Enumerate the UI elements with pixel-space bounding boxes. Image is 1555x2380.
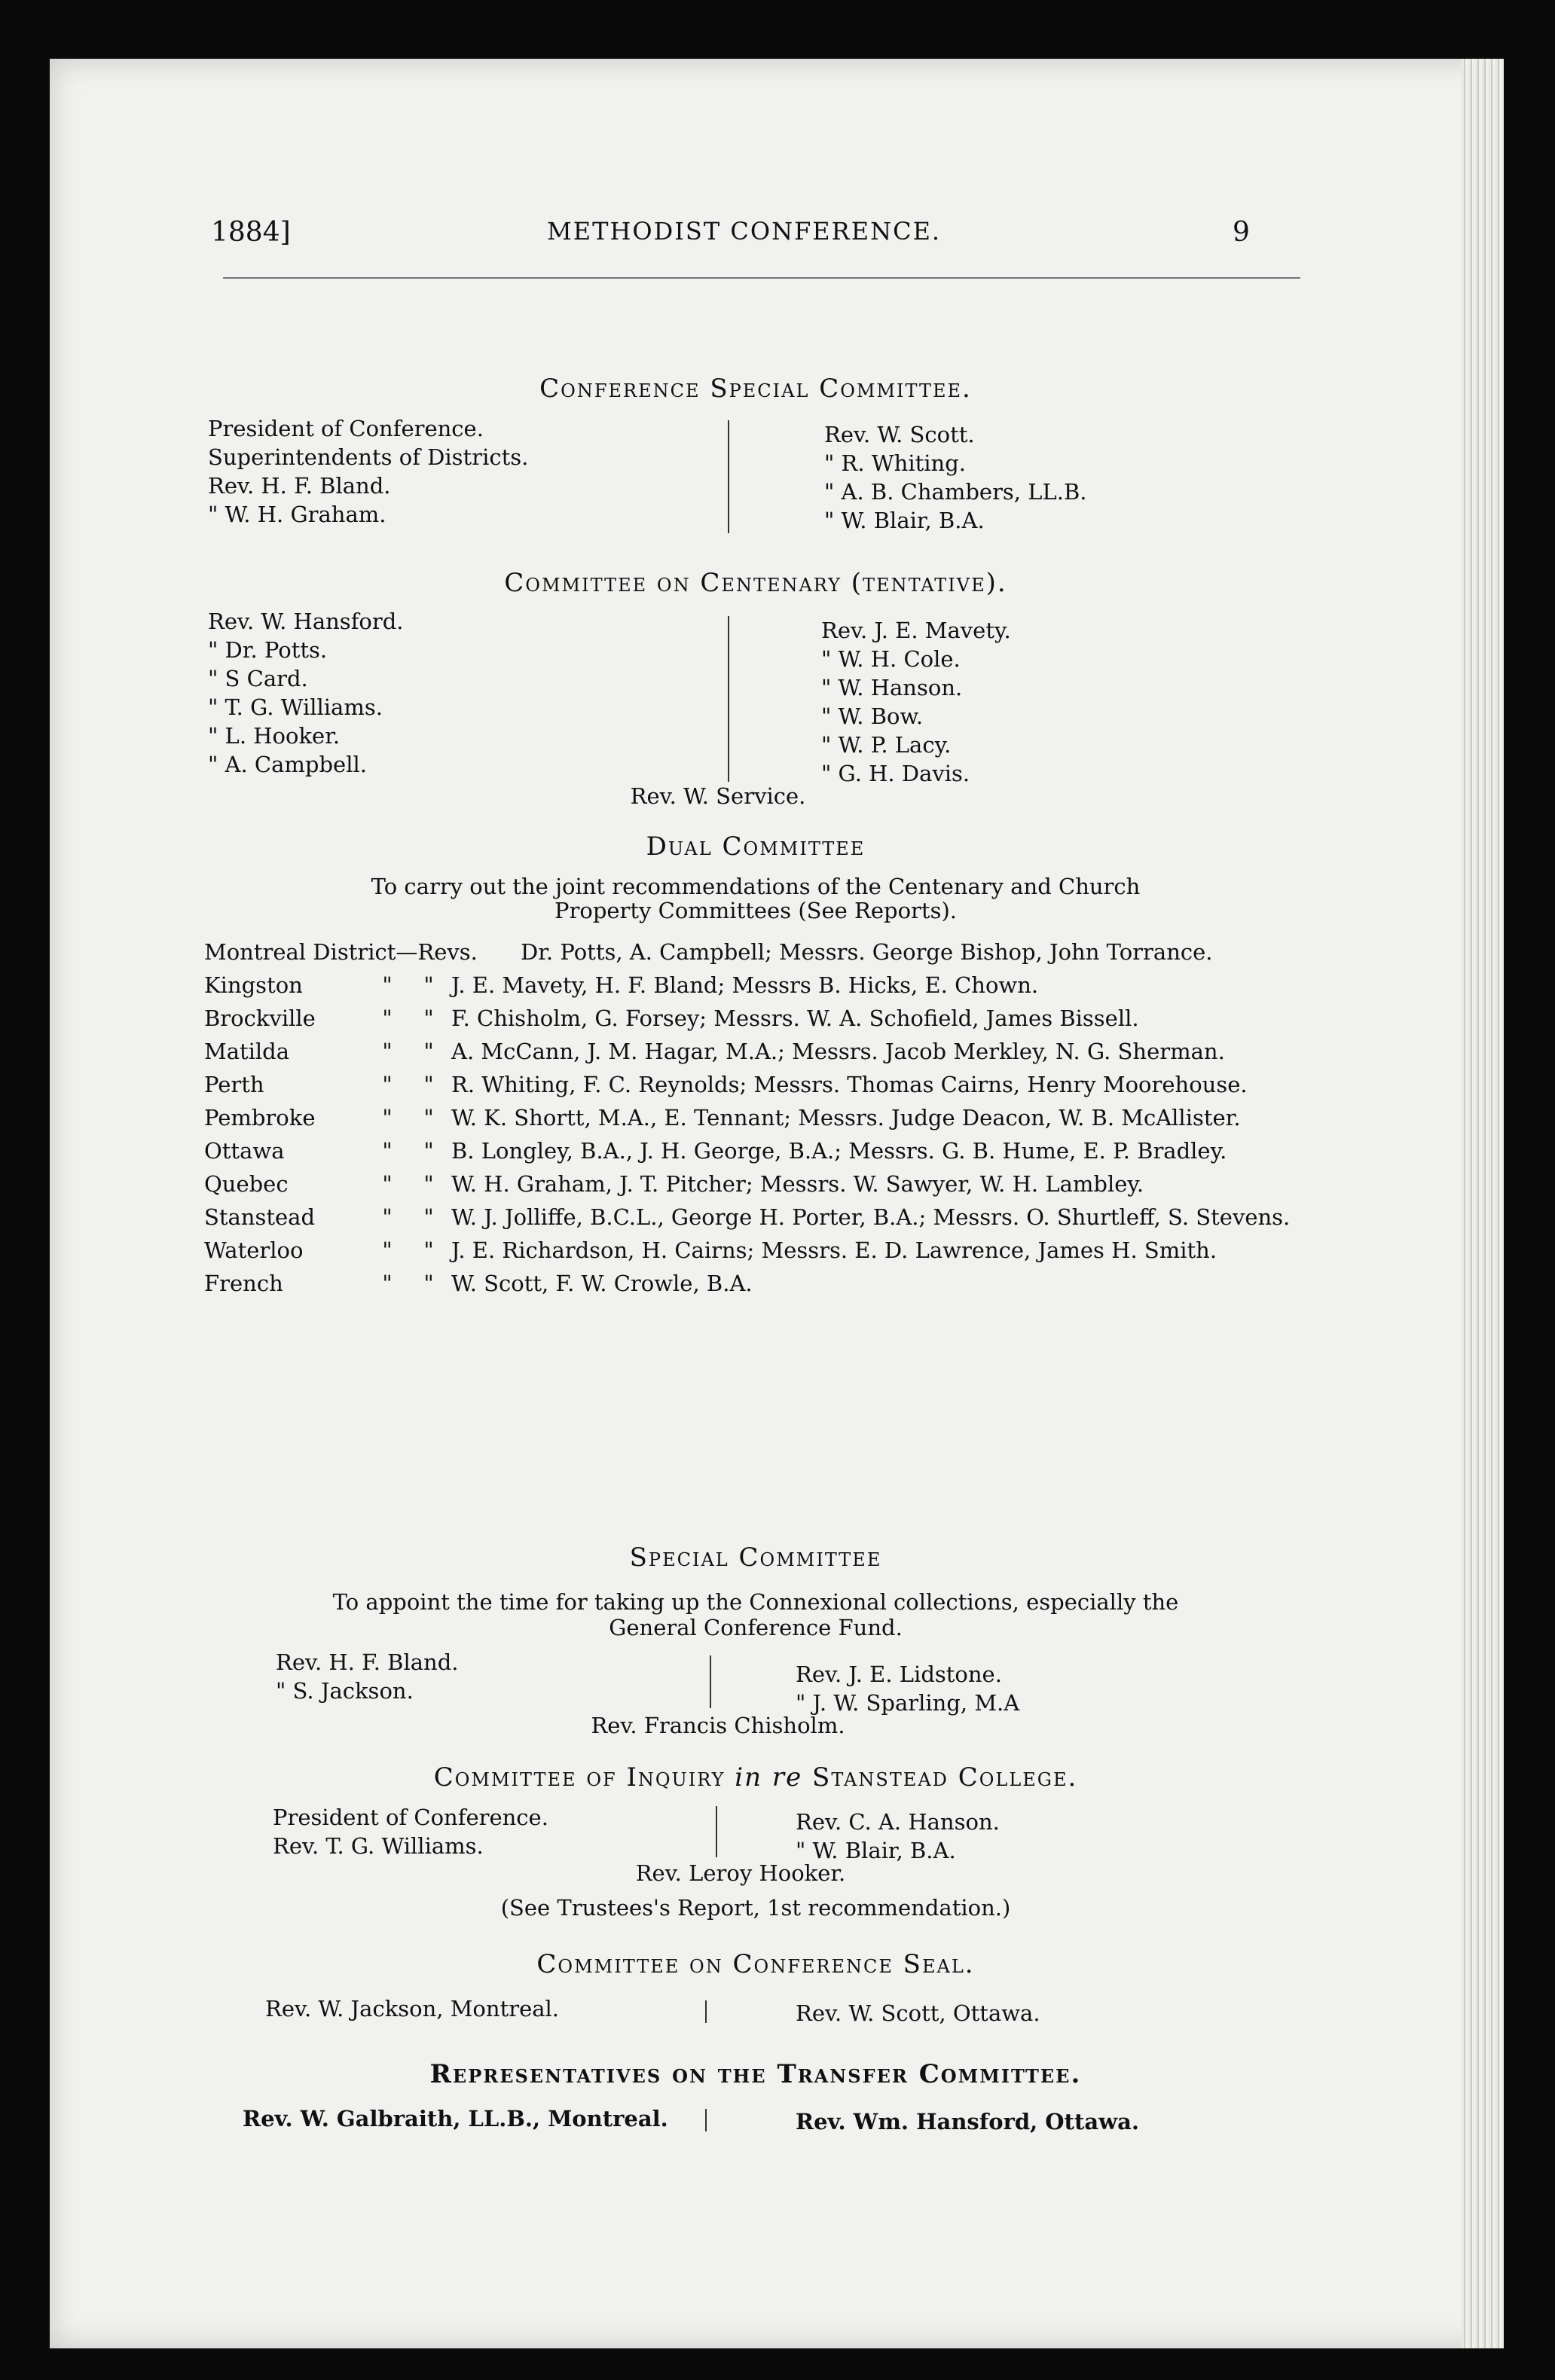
district-name: Matilda — [204, 1039, 290, 1064]
member: " A. Campbell. — [208, 752, 367, 777]
district-row — [204, 1172, 1304, 1196]
member: " A. B. Chambers, LL.B. — [824, 479, 1087, 505]
column-divider — [728, 420, 729, 533]
inquiry-note: (See Trustees's Report, 1st recommendation.) — [500, 1895, 1011, 1921]
column-divider — [716, 1806, 717, 1857]
ditto-mark: " — [382, 1237, 393, 1263]
member: " W. Hanson. — [821, 675, 963, 700]
section-title-conference-special: Conference Special Committee. — [539, 374, 972, 404]
ditto-mark: " — [423, 1138, 434, 1164]
district-members: Dr. Potts, A. Campbell; Messrs. George Bishop, John Torrance. — [521, 939, 1213, 965]
district-row — [204, 973, 1304, 997]
section-title-transfer: Representatives on the Transfer Committee. — [429, 2059, 1082, 2089]
ditto-mark: " — [423, 1005, 434, 1031]
member: " L. Hooker. — [208, 723, 341, 749]
member: " W. H. Graham. — [208, 502, 386, 527]
column-divider — [728, 616, 729, 782]
district-members: B. Longley, B.A., J. H. George, B.A.; Messrs. G. B. Hume, E. P. Bradley. — [451, 1138, 1227, 1164]
ditto-mark: " — [382, 1138, 393, 1164]
member: Rev. H. F. Bland. — [276, 1649, 459, 1675]
transfer-right: Rev. Wm. Hansford, Ottawa. — [796, 2109, 1139, 2134]
header-rule — [223, 277, 1300, 279]
section-title-dual: Dual Committee — [646, 831, 866, 862]
district-row — [204, 1271, 1304, 1295]
member: Rev. H. F. Bland. — [208, 473, 391, 499]
inquiry-right-column — [796, 1808, 1000, 1865]
member: " W. P. Lacy. — [821, 732, 952, 758]
member: " G. H. Davis. — [821, 761, 970, 786]
special-subtitle-2: General Conference Fund. — [609, 1615, 903, 1640]
section-title-special: Special Committee — [629, 1542, 882, 1573]
member: Rev. J. E. Lidstone. — [796, 1661, 1002, 1687]
ditto-mark: " — [423, 1271, 434, 1296]
district-name: Brockville — [204, 1005, 316, 1031]
district-name: Perth — [204, 1072, 264, 1097]
ditto-mark: " — [423, 1105, 434, 1130]
ditto-mark: " — [382, 1005, 393, 1031]
column-divider — [710, 1655, 711, 1708]
district-members: F. Chisholm, G. Forsey; Messrs. W. A. Schofield, James Bissell. — [451, 1005, 1139, 1031]
member: " J. W. Sparling, M.A — [796, 1690, 1020, 1716]
member: Rev. W. Scott. — [824, 422, 975, 447]
member: Rev. J. E. Mavety. — [821, 618, 1011, 643]
special-subtitle-1: To appoint the time for taking up the Connexional collections, especially the — [332, 1589, 1179, 1615]
special-committee-right — [796, 1660, 1019, 1717]
district-name: Ottawa — [204, 1138, 285, 1164]
ditto-mark: " — [382, 1271, 393, 1296]
page-content — [50, 59, 1462, 2348]
page-number: 9 — [1233, 217, 1250, 248]
inquiry-left-column — [273, 1803, 548, 1860]
ditto-mark: " — [382, 1105, 393, 1130]
district-row — [204, 1039, 1304, 1063]
district-members: W. H. Graham, J. T. Pitcher; Messrs. W. Sawyer, W. H. Lambley. — [451, 1171, 1144, 1197]
district-row — [204, 940, 1304, 964]
member: " W. Bow. — [821, 703, 924, 729]
ditto-mark: " — [382, 1204, 393, 1230]
member: President of Conference. — [273, 1805, 548, 1830]
member: President of Conference. — [208, 416, 484, 441]
section-title-inquiry — [50, 1762, 1462, 1793]
seal-left: Rev. W. Jackson, Montreal. — [265, 1996, 560, 2021]
district-row — [204, 1238, 1304, 1262]
ditto-mark: " — [423, 1204, 434, 1230]
running-title: METHODIST CONFERENCE. — [547, 217, 942, 246]
district-members: J. E. Mavety, H. F. Bland; Messrs B. Hicks, E. Chown. — [451, 972, 1039, 998]
transfer-left: Rev. W. Galbraith, LL.B., Montreal. — [243, 2106, 668, 2131]
dual-subtitle-1: To carry out the joint recommendations of the Centenary and Church — [371, 874, 1141, 899]
inquiry-footer: Rev. Leroy Hooker. — [635, 1860, 846, 1886]
district-row — [204, 1106, 1304, 1130]
ditto-mark: " — [382, 1072, 393, 1097]
section-title-seal: Committee on Conference Seal. — [536, 1949, 975, 1979]
member: " Dr. Potts. — [208, 637, 328, 663]
member: " T. G. Williams. — [208, 694, 383, 720]
dual-subtitle-2: Property Committees (See Reports). — [554, 898, 957, 923]
ditto-mark: " — [423, 972, 434, 998]
centenary-footer: Rev. W. Service. — [630, 783, 806, 809]
member: " R. Whiting. — [824, 450, 966, 476]
special-committee-left — [276, 1648, 458, 1705]
special-left-column — [208, 414, 528, 529]
district-name: Pembroke — [204, 1105, 316, 1130]
district-members: W. J. Jolliffe, B.C.L., George H. Porter, B.A.; Messrs. O. Shurtleff, S. Stevens. — [451, 1204, 1291, 1230]
district-row — [204, 1006, 1304, 1030]
ditto-mark: " — [382, 1171, 393, 1197]
member: Rev. T. G. Williams. — [273, 1833, 484, 1859]
centenary-left-column — [208, 607, 404, 779]
ditto-mark: " — [382, 1039, 393, 1064]
ditto-mark: " — [423, 1171, 434, 1197]
member: Rev. C. A. Hanson. — [796, 1809, 1000, 1835]
member: " S. Jackson. — [276, 1678, 414, 1704]
district-row — [204, 1073, 1304, 1097]
member: " W. Blair, B.A. — [824, 508, 985, 533]
column-divider — [705, 2000, 707, 2023]
book-page — [50, 59, 1504, 2348]
special-right-column — [824, 420, 1087, 535]
special-committee-footer: Rev. Francis Chisholm. — [591, 1713, 845, 1738]
member: " S Card. — [208, 666, 308, 691]
ditto-mark: " — [423, 1072, 434, 1097]
inquiry-title-suffix: Stanstead College. — [812, 1762, 1078, 1793]
inquiry-title-prefix: Committee of Inquiry — [433, 1762, 726, 1793]
district-name: Kingston — [204, 972, 303, 998]
district-name: Stanstead — [204, 1204, 316, 1230]
dual-committee-list — [204, 940, 1304, 1304]
district-label: Montreal District—Revs. — [204, 939, 478, 965]
member: " W. Blair, B.A. — [796, 1838, 956, 1863]
district-members: R. Whiting, F. C. Reynolds; Messrs. Thomas Cairns, Henry Moorehouse. — [451, 1072, 1248, 1097]
district-members: J. E. Richardson, H. Cairns; Messrs. E. D. Lawrence, James H. Smith. — [451, 1237, 1217, 1263]
centenary-right-column — [821, 616, 1011, 788]
inquiry-title-italic: in re — [735, 1762, 803, 1793]
member: " W. H. Cole. — [821, 646, 961, 672]
district-row — [204, 1205, 1304, 1229]
district-members: W. K. Shortt, M.A., E. Tennant; Messrs. Judge Deacon, W. B. McAllister. — [451, 1105, 1241, 1130]
header-year: 1884] — [211, 217, 291, 248]
member: Superintendents of Districts. — [208, 444, 529, 470]
district-name: French — [204, 1271, 283, 1296]
column-divider — [705, 2109, 707, 2131]
district-name: Waterloo — [204, 1237, 304, 1263]
district-name: Quebec — [204, 1171, 289, 1197]
seal-right: Rev. W. Scott, Ottawa. — [796, 2000, 1040, 2026]
ditto-mark: " — [423, 1237, 434, 1263]
page-edge — [1462, 59, 1504, 2348]
district-members: A. McCann, J. M. Hagar, M.A.; Messrs. Jacob Merkley, N. G. Sherman. — [451, 1039, 1225, 1064]
section-title-centenary: Committee on Centenary (tentative). — [504, 568, 1007, 598]
district-row — [204, 1139, 1304, 1163]
ditto-mark: " — [423, 1039, 434, 1064]
member: Rev. W. Hansford. — [208, 609, 404, 634]
ditto-mark: " — [382, 972, 393, 998]
district-members: W. Scott, F. W. Crowle, B.A. — [451, 1271, 753, 1296]
